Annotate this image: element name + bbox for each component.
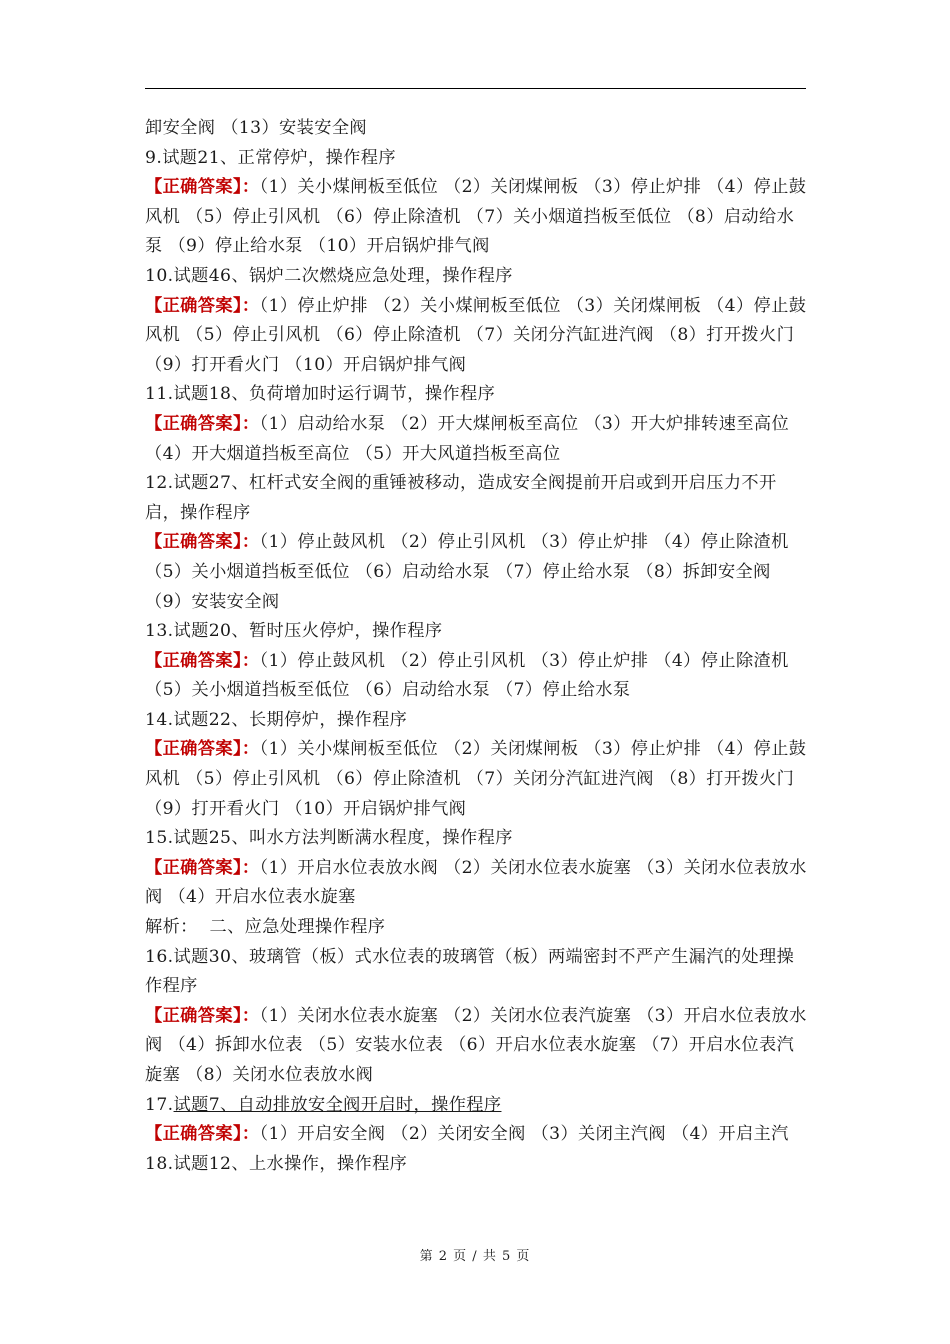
question-9: 9.试题21、正常停炉，操作程序 <box>145 147 396 168</box>
analysis-line: 解析： 二、应急处理操作程序 <box>145 917 386 938</box>
answer-label: 【正确答案】： <box>145 532 260 553</box>
question-18: 18.试题12、上水操作，操作程序 <box>145 1153 408 1174</box>
answer-label: 【正确答案】： <box>145 857 260 878</box>
question-13: 13.试题20、暂时压火停炉，操作程序 <box>145 621 443 642</box>
answer-text: （1）启动给水泵 （2）开大煤闸板至高位 （3）开大炉排转速至高位 （4）开大烟道挡板至高位 （5）开大风道挡板至高位 <box>145 413 790 464</box>
question-15: 15.试题25、叫水方法判断满水程度，操作程序 <box>145 828 513 849</box>
answer-15 <box>145 854 807 913</box>
document-body <box>145 114 807 1179</box>
answer-text: （1）停止鼓风机 （2）停止引风机 （3）停止炉排 （4）停止除渣机 （5）关小烟道挡板至低位 （6）启动给水泵 （7）停止给水泵 <box>145 650 789 701</box>
answer-label: 【正确答案】： <box>145 739 260 760</box>
page-footer: 第 2 页 / 共 5 页 <box>419 1249 531 1264</box>
question-title-underlined: 试题7、自动排放安全阀开启时，操作程序 <box>173 1094 502 1115</box>
answer-label: 【正确答案】： <box>145 650 260 671</box>
answer-12 <box>145 528 807 617</box>
answer-text: （1）停止鼓风机 （2）停止引风机 （3）停止炉排 （4）停止除渣机 （5）关小烟道挡板至低位 （6）启动给水泵 （7）停止给水泵 （8）拆卸安全阀 （9）安装安全阀 <box>145 532 789 612</box>
answer-13 <box>145 647 807 706</box>
answer-label: 【正确答案】： <box>145 1124 260 1145</box>
header-rule <box>145 88 806 89</box>
answer-text: （1）停止炉排 （2）关小煤闸板至低位 （3）关闭煤闸板 （4）停止鼓风机 （5）停止引风机 （6）停止除渣机 （7）关闭分汽缸进汽阀 （8）打开拨火门 （9）打开看火门 （10）开启锅炉排气阀 <box>145 295 807 375</box>
answer-16 <box>145 1002 807 1091</box>
answer-label: 【正确答案】： <box>145 177 260 198</box>
question-11: 11.试题18、负荷增加时运行调节，操作程序 <box>145 384 496 405</box>
answer-text: （1）开启水位表放水阀 （2）关闭水位表水旋塞 （3）关闭水位表放水阀 （4）开启水位表水旋塞 <box>145 857 807 908</box>
question-14: 14.试题22、长期停炉，操作程序 <box>145 709 408 730</box>
answer-label: 【正确答案】： <box>145 413 260 434</box>
answer-label: 【正确答案】： <box>145 1005 260 1026</box>
question-number: 17. <box>145 1094 174 1115</box>
answer-text: （1）关小煤闸板至低位 （2）关闭煤闸板 （3）停止炉排 （4）停止鼓风机 （5）停止引风机 （6）停止除渣机 （7）关闭分汽缸进汽阀 （8）打开拨火门 （9）打开看火门 （10）开启锅炉排气阀 <box>145 739 807 819</box>
answer-text: （1）关小煤闸板至低位 （2）关闭煤闸板 （3）停止炉排 （4）停止鼓风机 （5）停止引风机 （6）停止除渣机 （7）关小烟道挡板至低位 （8）启动给水泵 （9）停止给水泵 （10）开启锅炉排气阀 <box>145 177 807 257</box>
answer-text: （1）关闭水位表水旋塞 （2）关闭水位表汽旋塞 （3）开启水位表放水阀 （4）拆卸水位表 （5）安装水位表 （6）开启水位表水旋塞 （7）开启水位表汽旋塞 （8）关闭水位表放水阀 <box>145 1005 807 1085</box>
answer-17 <box>145 1120 807 1150</box>
question-17 <box>145 1091 807 1121</box>
question-12: 12.试题27、杠杆式安全阀的重锤被移动，造成安全阀提前开启或到开启压力不开启，操作程序 <box>145 473 777 523</box>
answer-label: 【正确答案】： <box>145 295 260 316</box>
answer-9 <box>145 173 807 262</box>
answer-11 <box>145 410 807 469</box>
answer-10 <box>145 292 807 381</box>
question-10: 10.试题46、锅炉二次燃烧应急处理，操作程序 <box>145 265 513 286</box>
answer-14 <box>145 735 807 824</box>
text-line: 卸安全阀 （13）安装安全阀 <box>145 118 367 138</box>
answer-text: （1）开启安全阀 （2）关闭安全阀 （3）关闭主汽阀 （4）开启主汽 <box>259 1124 789 1145</box>
question-16: 16.试题30、玻璃管（板）式水位表的玻璃管（板）两端密封不严产生漏汽的处理操作程序 <box>145 946 795 997</box>
